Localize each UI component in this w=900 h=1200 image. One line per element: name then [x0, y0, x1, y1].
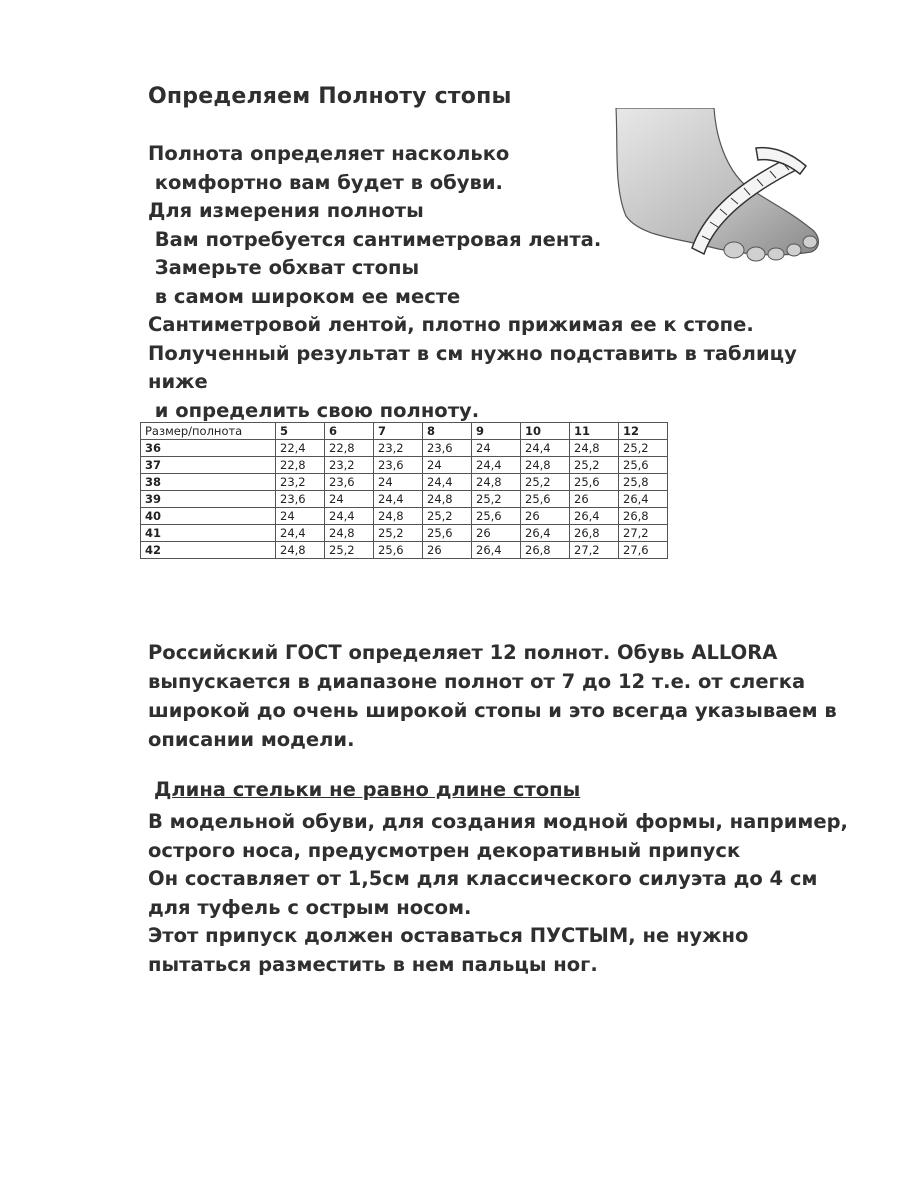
- table-row: [141, 440, 668, 457]
- table-cell: 23,6: [325, 474, 374, 491]
- table-cell: 25,6: [423, 525, 472, 542]
- table-cell: 25,8: [619, 474, 668, 491]
- table-cell: 25,2: [374, 525, 423, 542]
- table-cell: 23,6: [374, 457, 423, 474]
- table-cell: 26,4: [521, 525, 570, 542]
- intro-line: Замерьте обхват стопы: [148, 256, 420, 279]
- table-cell: 26,8: [570, 525, 619, 542]
- row-size: 36: [141, 440, 276, 457]
- page-title: Определяем Полноту стопы: [148, 84, 512, 109]
- table-cell: 25,2: [423, 508, 472, 525]
- table-row: [141, 457, 668, 474]
- table-cell: 26: [472, 525, 521, 542]
- table-cell: 24,8: [570, 440, 619, 457]
- column-header: 11: [570, 423, 619, 440]
- table-cell: 25,6: [619, 457, 668, 474]
- table-cell: 25,2: [521, 474, 570, 491]
- table-row: [141, 542, 668, 559]
- table-cell: 25,2: [472, 491, 521, 508]
- table-cell: 23,2: [325, 457, 374, 474]
- table-cell: 24: [423, 457, 472, 474]
- table-cell: 24,4: [276, 525, 325, 542]
- table-cell: 25,6: [570, 474, 619, 491]
- table-cell: 24,4: [374, 491, 423, 508]
- column-header: 9: [472, 423, 521, 440]
- table-cell: 22,8: [276, 457, 325, 474]
- intro-line: и определить свою полноту.: [148, 398, 480, 422]
- row-size: 37: [141, 457, 276, 474]
- insole-section-title: Длина стельки не равно длине стопы: [154, 778, 581, 801]
- table-cell: 25,6: [374, 542, 423, 559]
- table-cell: 27,6: [619, 542, 668, 559]
- table-cell: 26: [570, 491, 619, 508]
- intro-line: в самом широком ее месте: [148, 284, 461, 308]
- table-cell: 23,6: [423, 440, 472, 457]
- row-size: 41: [141, 525, 276, 542]
- intro-line: комфортно вам будет в обуви.: [148, 170, 503, 194]
- table-cell: 24: [374, 474, 423, 491]
- table-cell: 26,4: [570, 508, 619, 525]
- intro-line: Сантиметровой лентой, плотно прижимая ее к стопе.: [148, 313, 754, 336]
- row-size: 42: [141, 542, 276, 559]
- table-cell: 24,8: [423, 491, 472, 508]
- table-cell: 25,2: [570, 457, 619, 474]
- fullness-size-table: [140, 422, 668, 559]
- table-cell: 23,2: [374, 440, 423, 457]
- table-cell: 24: [472, 440, 521, 457]
- table-cell: 24,8: [325, 525, 374, 542]
- column-header: 12: [619, 423, 668, 440]
- table-row: [141, 474, 668, 491]
- table-cell: 24,4: [521, 440, 570, 457]
- row-size: 38: [141, 474, 276, 491]
- table-cell: 24,4: [472, 457, 521, 474]
- insole-line: Этот припуск должен оставаться ПУСТЫМ, не нужно пытаться разместить в нем пальцы ног.: [148, 924, 749, 976]
- table-cell: 22,4: [276, 440, 325, 457]
- table-cell: 24,8: [521, 457, 570, 474]
- table-row: [141, 491, 668, 508]
- table-cell: 22,8: [325, 440, 374, 457]
- table-cell: 24,4: [325, 508, 374, 525]
- table-cell: 25,6: [521, 491, 570, 508]
- foot-with-measuring-tape-icon: [606, 108, 826, 268]
- column-header: 6: [325, 423, 374, 440]
- table-cell: 24: [276, 508, 325, 525]
- table-row: [141, 525, 668, 542]
- table-cell: 27,2: [570, 542, 619, 559]
- table-cell: 24: [325, 491, 374, 508]
- table-header-row: [141, 423, 668, 440]
- table-cell: 26,4: [472, 542, 521, 559]
- gost-paragraph: Российский ГОСТ определяет 12 полнот. Обувь ALLORA выпускается в диапазоне полнот от 7 до 12 т.е. от слегка широкой до очень широкой стопы и это всегда указываем в описании модели.: [148, 641, 837, 751]
- insole-line: Он составляет от 1,5см для классического силуэта до 4 см для туфель с острым носом.: [148, 867, 818, 919]
- column-header: 8: [423, 423, 472, 440]
- intro-line: Полученный результат в см нужно подставить в таблицу: [148, 341, 797, 365]
- table-header-label: Размер/полнота: [141, 423, 276, 440]
- table-cell: 26: [423, 542, 472, 559]
- intro-line: Полнота определяет насколько: [148, 142, 510, 165]
- intro-line: Для измерения полноты: [148, 199, 424, 222]
- table-cell: 25,2: [619, 440, 668, 457]
- column-header: 7: [374, 423, 423, 440]
- row-size: 40: [141, 508, 276, 525]
- table-cell: 25,6: [472, 508, 521, 525]
- table-cell: 27,2: [619, 525, 668, 542]
- table-cell: 24,8: [472, 474, 521, 491]
- table-cell: 26,8: [521, 542, 570, 559]
- intro-line: ниже: [148, 370, 208, 393]
- row-size: 39: [141, 491, 276, 508]
- insole-line: В модельной обуви, для создания модной формы, например, острого носа, предусмотрен декоративный припуск: [148, 810, 848, 862]
- table-cell: 24,4: [423, 474, 472, 491]
- table-cell: 23,2: [276, 474, 325, 491]
- table-cell: 26,4: [619, 491, 668, 508]
- table-cell: 25,2: [325, 542, 374, 559]
- intro-line: Вам потребуется сантиметровая лента.: [148, 227, 602, 251]
- table-cell: 24,8: [276, 542, 325, 559]
- table-row: [141, 508, 668, 525]
- table-cell: 26,8: [619, 508, 668, 525]
- column-header: 5: [276, 423, 325, 440]
- insole-paragraph: [148, 808, 848, 979]
- column-header: 10: [521, 423, 570, 440]
- table-cell: 23,6: [276, 491, 325, 508]
- table-cell: 26: [521, 508, 570, 525]
- table-cell: 24,8: [374, 508, 423, 525]
